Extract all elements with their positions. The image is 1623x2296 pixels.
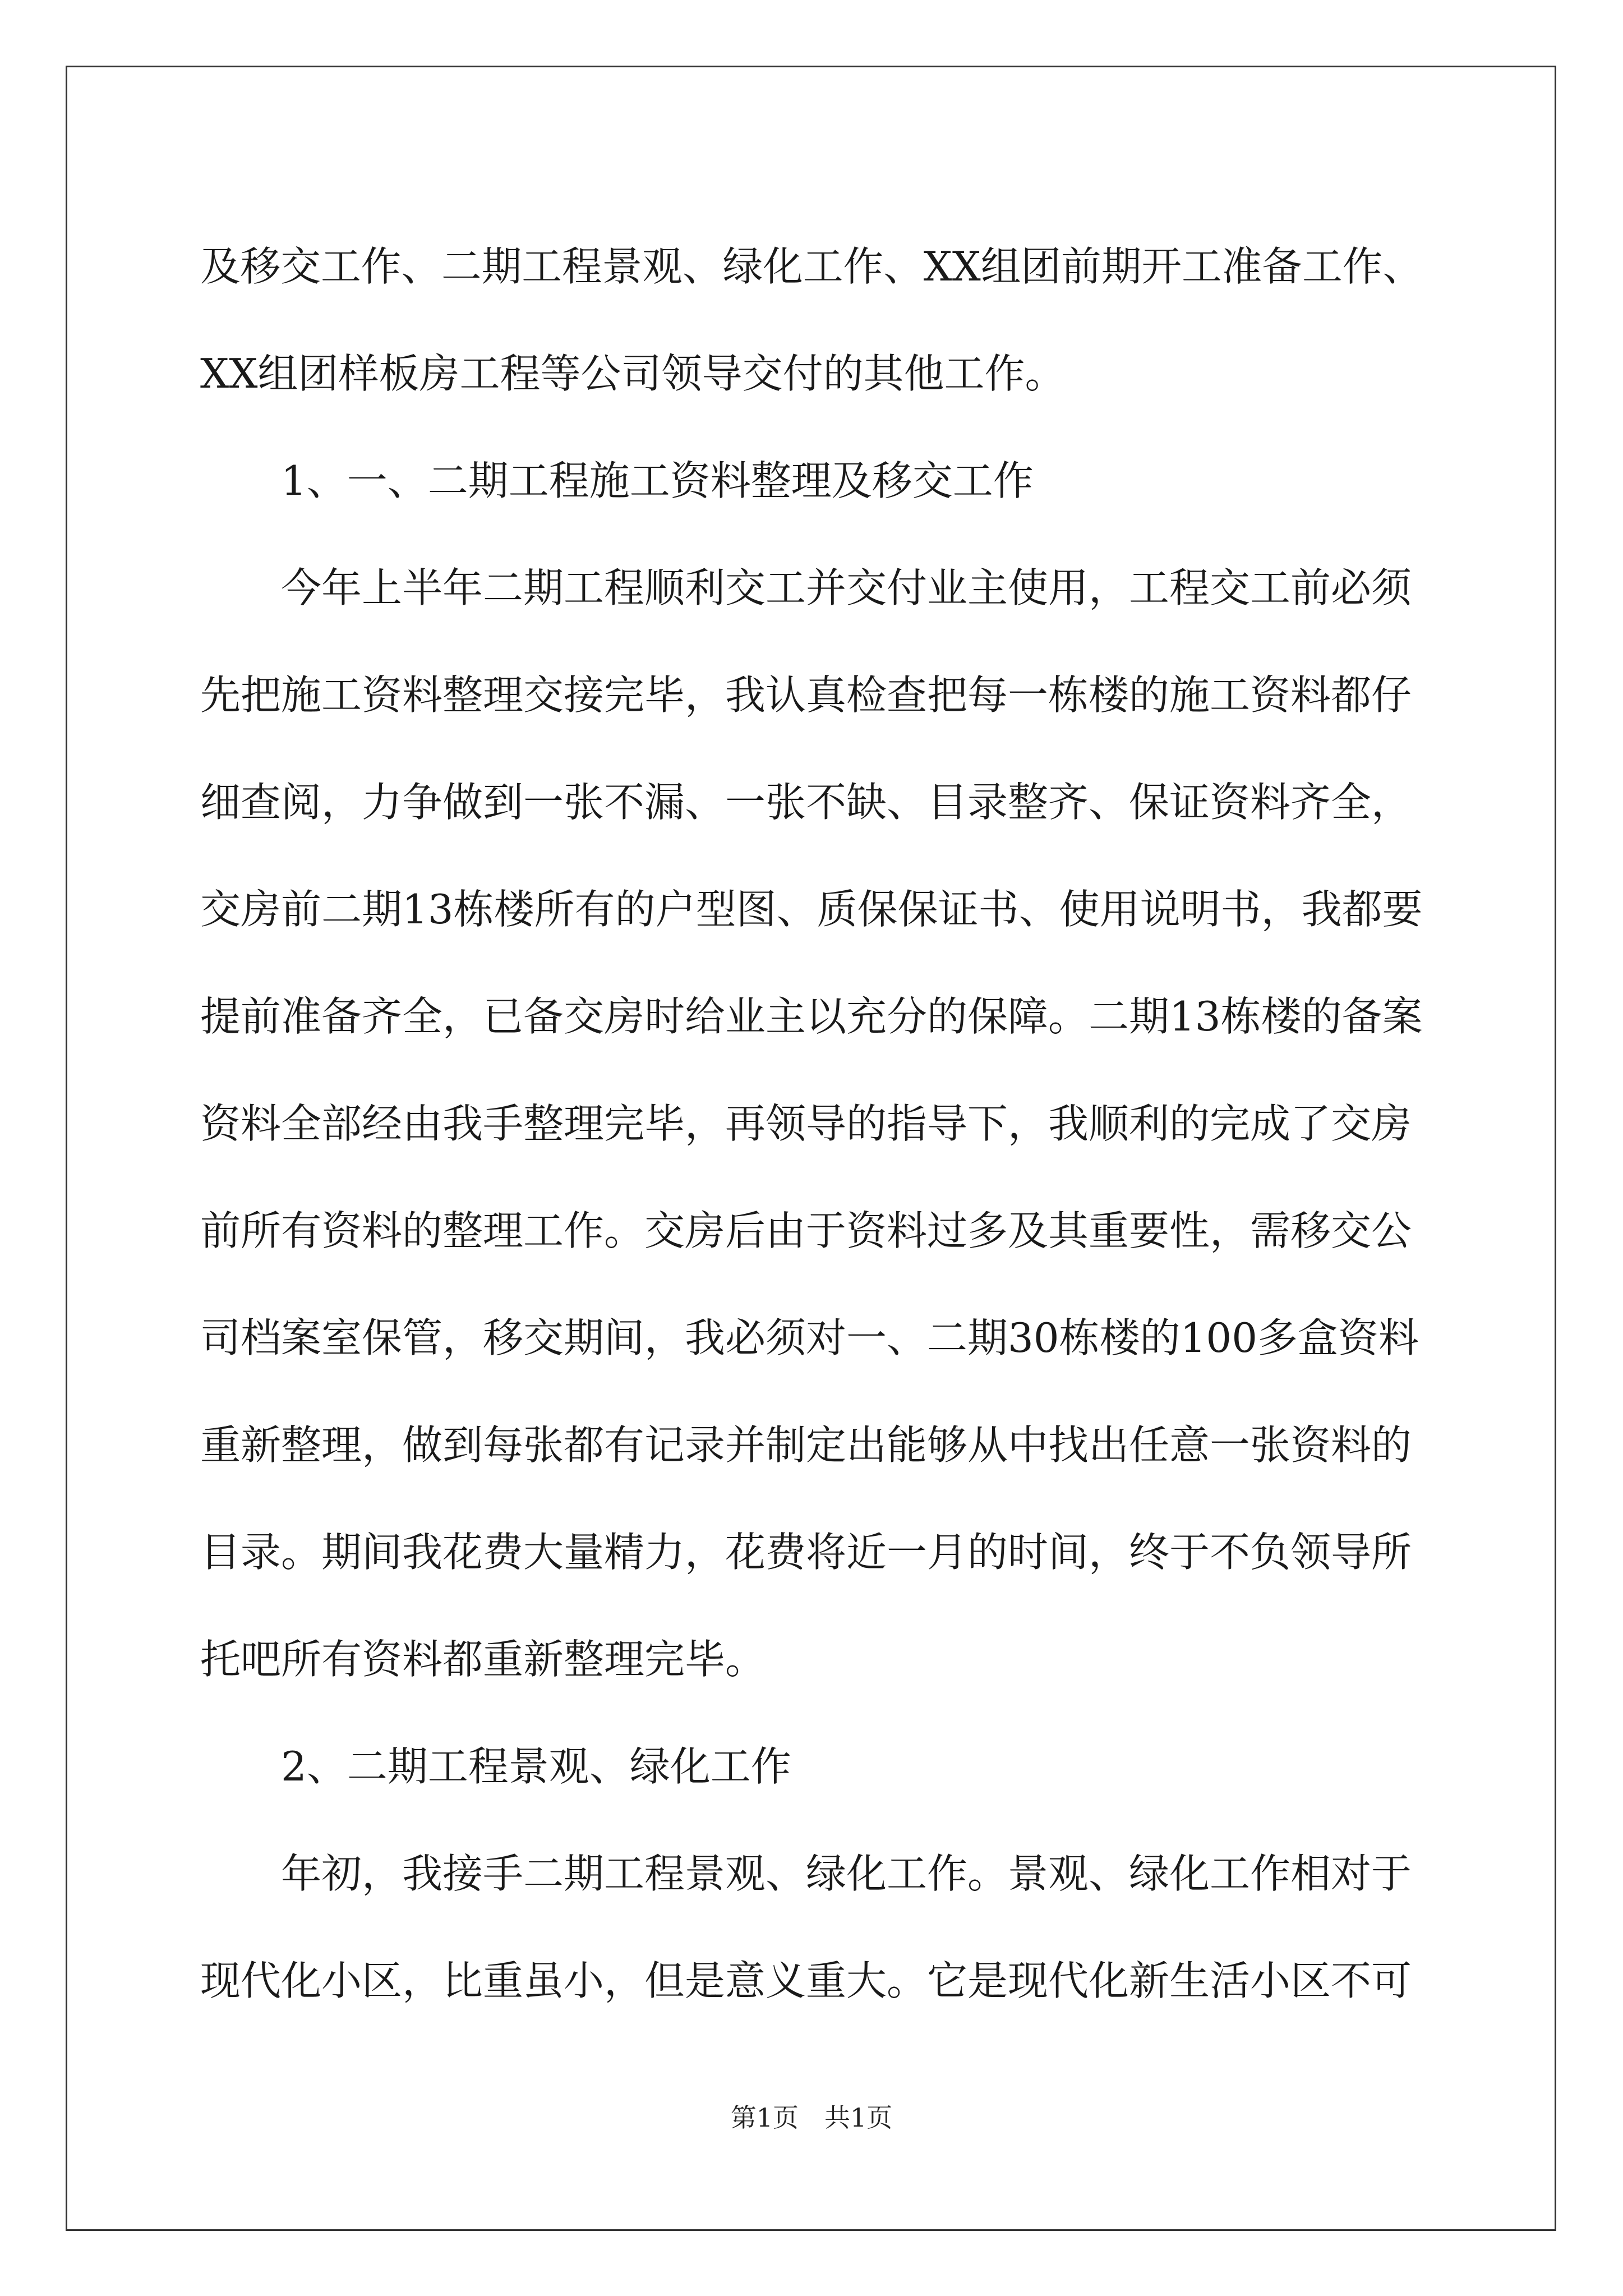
text-line-content: 及移交工作、二期工程景观、绿化工作、XX组团前期开工准备工作、 [200,243,1423,290]
text-line-content: 提前准备齐全，已备交房时给业主以充分的保障。二期13栋楼的备案 [200,993,1423,1040]
text-line [200,1927,1423,2035]
text-line-content: 前所有资料的整理工作。交房后由于资料过多及其重要性，需移交公 [200,1207,1412,1254]
text-line-content: 1、一、二期工程施工资料整理及移交工作 [281,457,1034,504]
text-line-content: XX组团样板房工程等公司领导交付的其他工作。 [200,350,1066,397]
text-line [200,320,1423,427]
text-line-content: 交房前二期13栋楼所有的户型图、质保保证书、使用说明书，我都要 [200,886,1423,933]
text-line [200,427,1423,535]
text-line [200,856,1423,963]
text-line-content: 托吧所有资料都重新整理完毕。 [200,1636,766,1683]
text-line [200,535,1423,642]
text-line-content: 今年上半年二期工程顺利交工并交付业主使用，工程交工前必须 [281,564,1412,611]
text-line-content: 年初，我接手二期工程景观、绿化工作。景观、绿化工作相对于 [281,1850,1412,1897]
text-line [200,1177,1423,1285]
text-line-content: 目录。期间我花费大量精力，花费将近一月的时间，终于不负领导所 [200,1529,1412,1576]
text-line [200,1713,1423,1820]
text-line [200,963,1423,1070]
text-line-content: 重新整理，做到每张都有记录并制定出能够从中找出任意一张资料的 [200,1421,1412,1469]
text-line-content: 司档案室保管，移交期间，我必须对一、二期30栋楼的100多盒资料 [200,1314,1419,1361]
text-line-content: 先把施工资料整理交接完毕，我认真检查把每一栋楼的施工资料都仔 [200,671,1412,719]
text-line [200,1392,1423,1499]
text-line [200,749,1423,856]
text-line-content: 资料全部经由我手整理完毕，再领导的指导下，我顺利的完成了交房 [200,1100,1412,1147]
document-body [200,213,1423,2035]
text-line-content: 现代化小区，比重虽小，但是意义重大。它是现代化新生活小区不可 [200,1957,1412,2004]
page-number: 第1页 [730,2102,799,2133]
text-line [200,642,1423,749]
text-line [200,213,1423,320]
text-line [200,1820,1423,1927]
text-line [200,1285,1423,1392]
text-line [200,1070,1423,1177]
text-line [200,1499,1423,1606]
text-line-content: 2、二期工程景观、绿化工作 [281,1743,791,1790]
text-line-content: 细查阅，力争做到一张不漏、一张不缺、目录整齐、保证资料齐全， [200,779,1412,826]
text-line [200,1606,1423,1713]
page-total: 共1页 [824,2102,893,2133]
page-footer [0,2101,1623,2134]
